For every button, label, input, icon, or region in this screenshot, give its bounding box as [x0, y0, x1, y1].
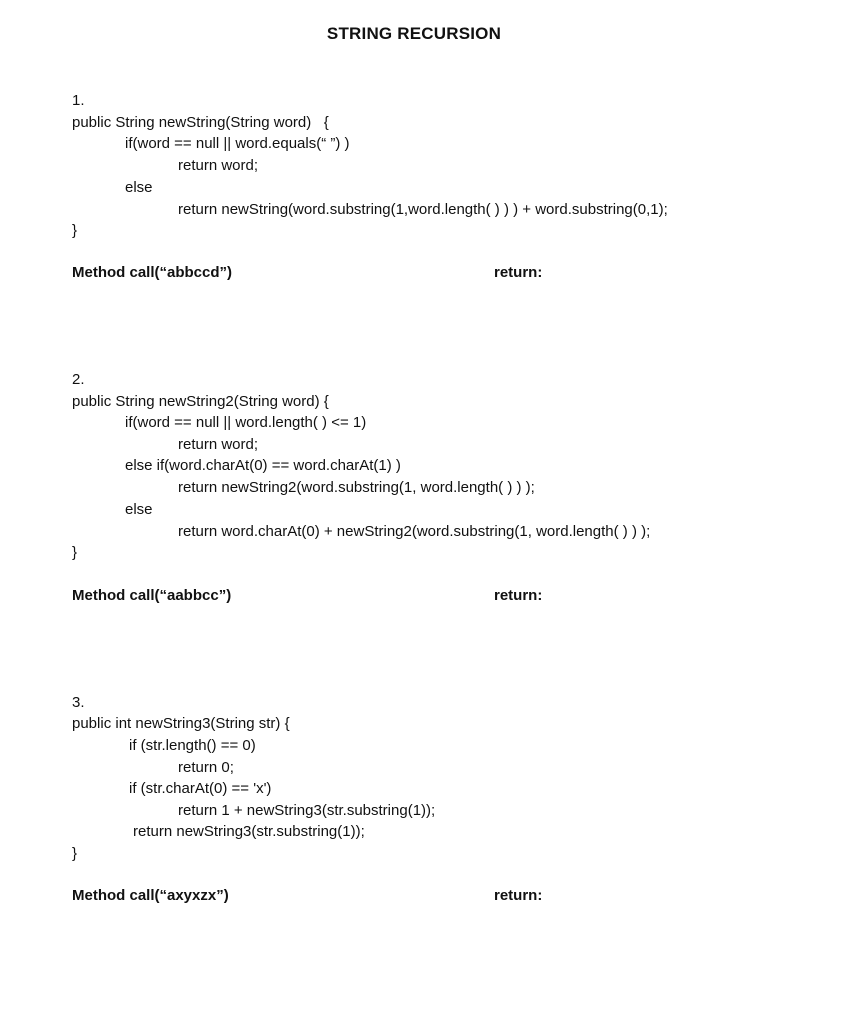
problem-3-code-line: return 0;: [178, 759, 234, 776]
problem-3-code-line: }: [72, 845, 78, 862]
problem-3-number: 3.: [72, 694, 85, 711]
problem-1-method-call: Method call(“abbccd”): [72, 264, 233, 281]
problem-1-code-line: }: [72, 222, 78, 239]
problem-1-return-label: return:: [494, 264, 543, 281]
problem-2-code-line: public String newString2(String word) {: [72, 393, 329, 410]
problem-1-code-line: return newString(word.substring(1,word.length( ) ) ) + word.substring(0,1);: [178, 201, 668, 218]
problem-3-code-line: if (str.length() == 0): [129, 737, 256, 754]
problem-2-code-line: return word.charAt(0) + newString2(word.substring(1, word.length( ) ) );: [178, 523, 651, 540]
problem-2-code-line: return word;: [178, 436, 259, 453]
problem-3-method-call: Method call(“axyxzx”): [72, 887, 229, 904]
problem-2-code-line: return newString2(word.substring(1, word.length( ) ) );: [178, 479, 535, 496]
page-title: STRING RECURSION: [326, 24, 502, 43]
problem-1-code-line: return word;: [178, 157, 259, 174]
problem-3-code-line: if (str.charAt(0) == 'x'): [129, 780, 272, 797]
problem-2-code-line: else: [125, 501, 153, 518]
problem-3-code-line: public int newString3(String str) {: [72, 715, 290, 732]
problem-1-code-line: else: [125, 179, 153, 196]
problem-3-code-line: return 1 + newString3(str.substring(1));: [178, 802, 436, 819]
problem-1-code-line: public String newString(String word) {: [72, 114, 329, 131]
problem-3-return-label: return:: [494, 887, 543, 904]
problem-2-number: 2.: [72, 371, 85, 388]
problem-2-code-line: }: [72, 544, 78, 561]
problem-2-code-line: if(word == null || word.length( ) <= 1): [125, 414, 367, 431]
problem-3-code-line: return newString3(str.substring(1));: [133, 823, 365, 840]
problem-1-code-line: if(word == null || word.equals(“ ”) ): [125, 135, 350, 152]
problem-2-method-call: Method call(“aabbcc”): [72, 587, 232, 604]
problem-2-code-line: else if(word.charAt(0) == word.charAt(1) ): [125, 457, 401, 474]
problem-2-return-label: return:: [494, 587, 543, 604]
problem-1-number: 1.: [72, 92, 85, 109]
